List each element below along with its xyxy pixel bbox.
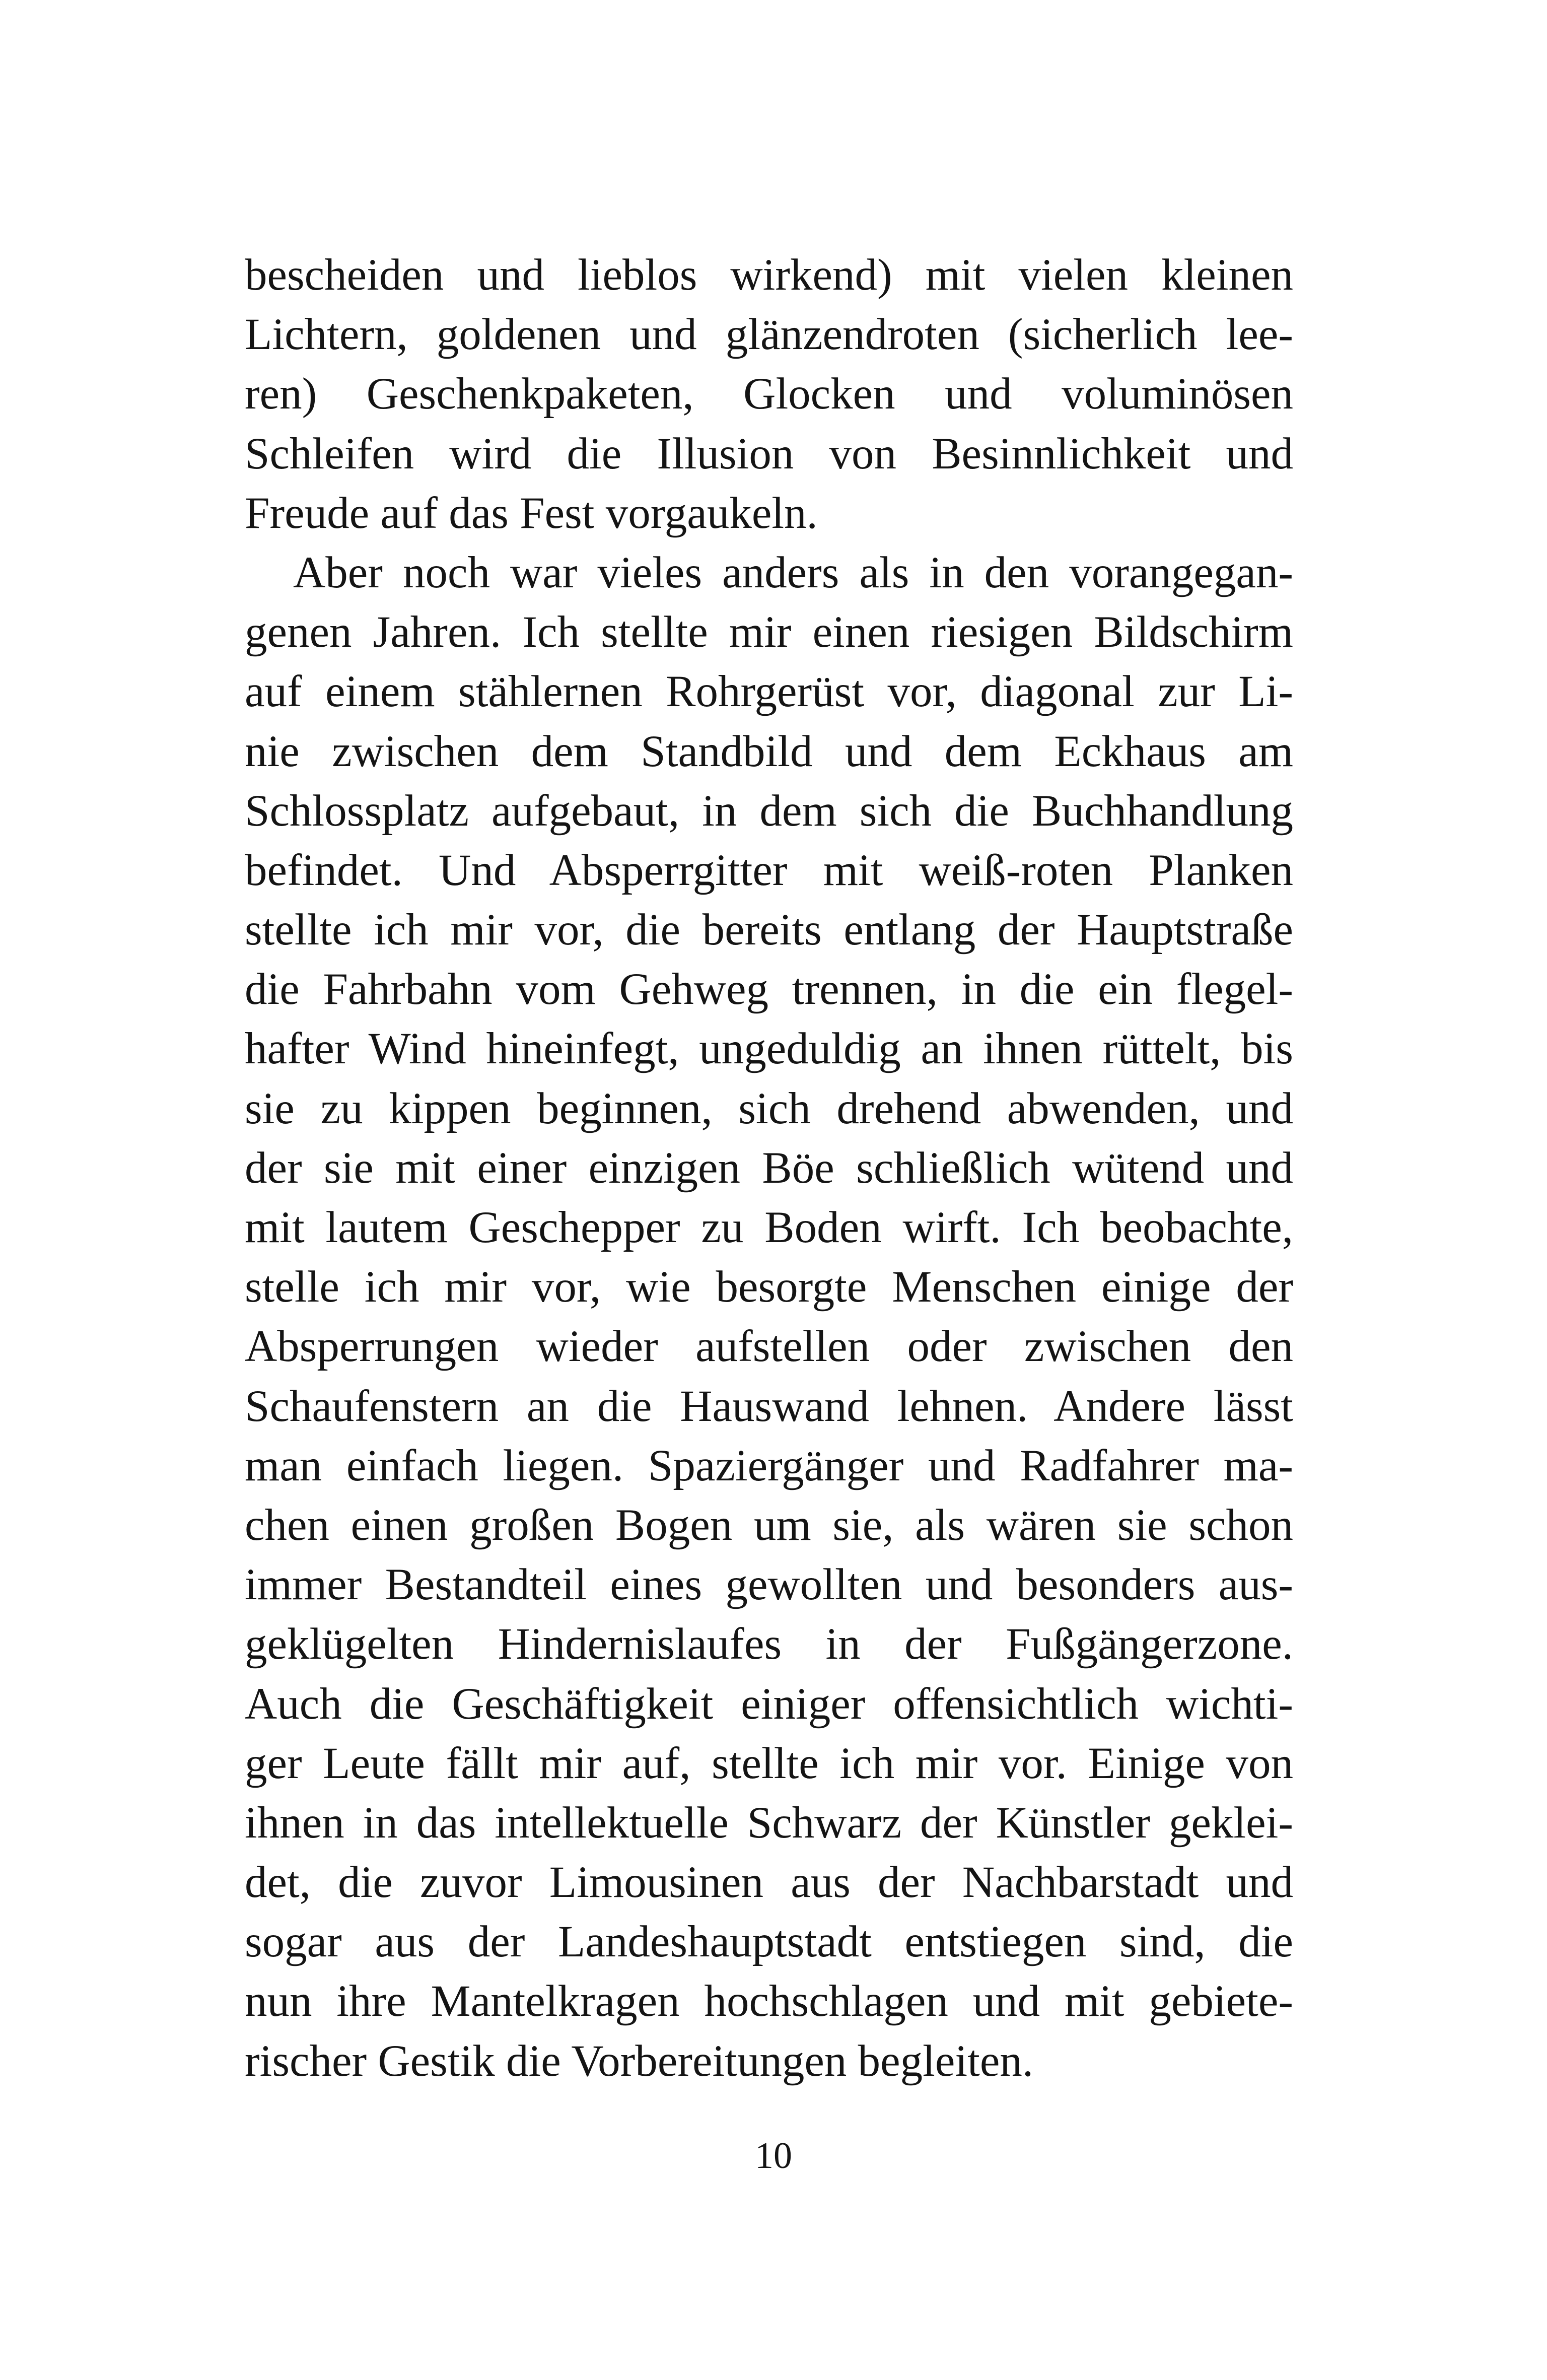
text-line: geklügelten Hindernislaufes in der Fußgängerzone. <box>245 1619 1293 1669</box>
text-line: genen Jahren. Ich stellte mir einen riesigen Bildschirm <box>245 607 1293 657</box>
text-line: bescheiden und lieblos wirkend) mit vielen kleinen <box>245 250 1293 300</box>
text-line: chen einen großen Bogen um sie, als wären sie schon <box>245 1500 1293 1550</box>
text-line: ihnen in das intellektuelle Schwarz der Künstler geklei- <box>245 1798 1293 1848</box>
text-line: Freude auf das Fest vorgaukeln. <box>245 488 818 538</box>
text-line: Lichtern, goldenen und glänzendroten (sicherlich lee- <box>245 310 1293 360</box>
text-line: rischer Gestik die Vorbereitungen begleiten. <box>245 2036 1034 2086</box>
text-line: Auch die Geschäftigkeit einiger offensichtlich wichti- <box>245 1679 1293 1729</box>
paragraph <box>245 543 1293 2091</box>
text-line: die Fahrbahn vom Gehweg trennen, in die ein flegel- <box>245 965 1293 1014</box>
text-line: Schlossplatz aufgebaut, in dem sich die Buchhandlung <box>245 786 1293 836</box>
text-line: befindet. Und Absperrgitter mit weiß-roten Planken <box>245 845 1293 895</box>
text-line: nie zwischen dem Standbild und dem Eckhaus am <box>245 726 1293 776</box>
text-line: stellte ich mir vor, die bereits entlang der Hauptstraße <box>245 905 1293 955</box>
text-line: stelle ich mir vor, wie besorgte Menschen einige der <box>245 1262 1293 1312</box>
text-line: Schaufenstern an die Hauswand lehnen. Andere lässt <box>245 1381 1293 1431</box>
paragraph <box>245 245 1293 543</box>
text-line: man einfach liegen. Spaziergänger und Radfahrer ma- <box>245 1441 1293 1490</box>
text-line: mit lautem Geschepper zu Boden wirft. Ich beobachte, <box>245 1203 1293 1252</box>
text-line: sogar aus der Landeshauptstadt entstiegen sind, die <box>245 1917 1293 1967</box>
text-line: det, die zuvor Limousinen aus der Nachbarstadt und <box>245 1858 1293 1908</box>
text-line: Schleifen wird die Illusion von Besinnlichkeit und <box>245 429 1293 479</box>
text-line: ren) Geschenkpaketen, Glocken und voluminösen <box>245 369 1293 419</box>
text-line: Aber noch war vieles anders als in den vorangegan- <box>293 548 1293 597</box>
text-line: Absperrungen wieder aufstellen oder zwischen den <box>245 1322 1293 1372</box>
text-line: immer Bestandteil eines gewollten und besonders aus- <box>245 1560 1293 1610</box>
text-line: hafter Wind hineinfegt, ungeduldig an ihnen rüttelt, bis <box>245 1024 1293 1074</box>
text-line: auf einem stählernen Rohrgerüst vor, diagonal zur Li- <box>245 667 1293 717</box>
body-text <box>245 245 1293 2091</box>
text-line: nun ihre Mantelkragen hochschlagen und mit gebiete- <box>245 1977 1293 2026</box>
page-number: 10 <box>755 2135 792 2177</box>
text-line: sie zu kippen beginnen, sich drehend abwenden, und <box>245 1083 1293 1133</box>
text-line: der sie mit einer einzigen Böe schließlich wütend und <box>245 1143 1293 1193</box>
text-line: ger Leute fällt mir auf, stellte ich mir vor. Einige von <box>245 1738 1293 1788</box>
